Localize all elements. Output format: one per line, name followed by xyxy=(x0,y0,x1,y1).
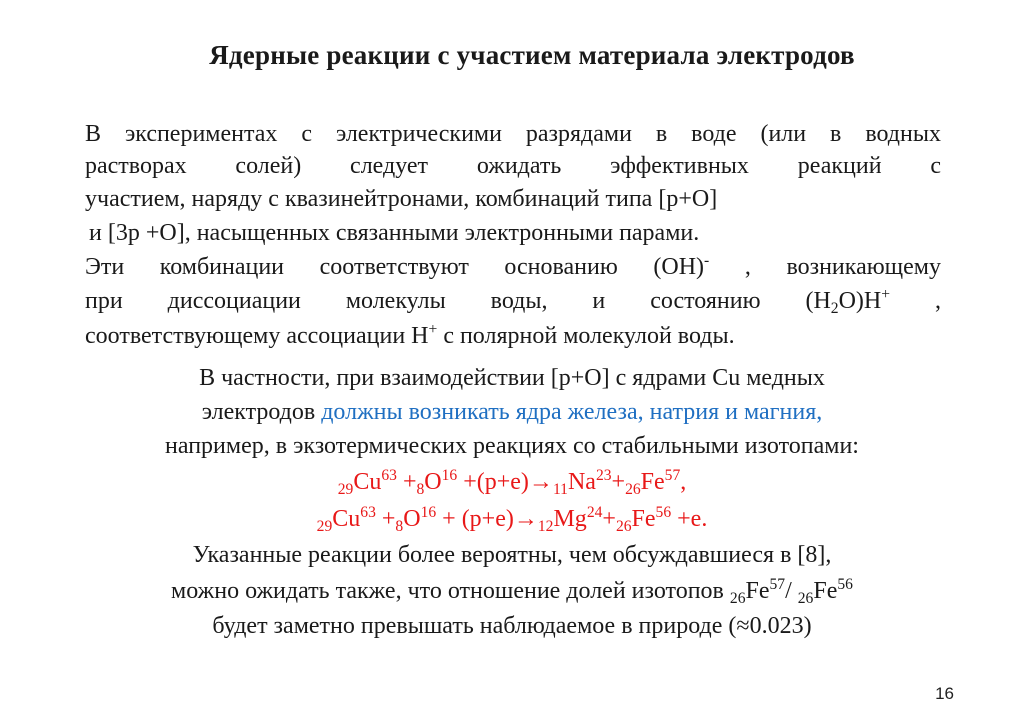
r1-cu: Cu xyxy=(353,469,382,495)
para1-line3: участием, наряду с квазинейтронами, комбинаций типа [p+O] xyxy=(85,186,718,212)
reaction-1 xyxy=(0,466,1024,498)
page-number: 16 xyxy=(935,684,954,703)
para3-line3: например, в экзотермических реакциях со стабильными изотопами: xyxy=(165,433,859,459)
r2-cu-a: 63 xyxy=(360,504,376,522)
para3-line2-black: электродов xyxy=(201,399,322,425)
r2-mg-z: 12 xyxy=(537,517,554,535)
r2-o: O xyxy=(403,506,421,532)
r1-na: Na xyxy=(567,469,596,495)
p4-fe56-a: 56 xyxy=(837,576,853,594)
p4-fe56-z: 26 xyxy=(797,589,814,607)
para2-line2-mid: O)H xyxy=(838,288,882,314)
para2-line1 xyxy=(85,251,941,283)
r2-fe: Fe xyxy=(631,506,656,532)
r1-o-a: 16 xyxy=(441,467,458,485)
r2-end: +e. xyxy=(671,506,708,532)
reaction-2 xyxy=(0,503,1024,535)
p4-fe57-a: 57 xyxy=(769,576,786,594)
r1-na-a: 23 xyxy=(595,467,612,485)
para1-line1: В экспериментах с электрическими разрядами в воде (или в водных xyxy=(85,121,941,147)
para2-line1-sup: - xyxy=(704,252,710,270)
p4-fe57: Fe xyxy=(745,578,770,604)
r2-o-a: 16 xyxy=(420,504,437,522)
r2-o-z: 8 xyxy=(395,517,404,535)
r1-cu-z: 29 xyxy=(337,480,354,498)
para2-line3 xyxy=(85,320,735,352)
para2-line2-sup: + xyxy=(881,286,891,304)
para2-line1-text: Эти комбинации соответствуют основанию (OH) xyxy=(85,254,705,280)
slide-title: Ядерные реакции с участием материала электродов xyxy=(209,40,855,70)
para4-line1: Указанные реакции более вероятны, чем обсуждавшиеся в [8], xyxy=(192,542,832,568)
p4-fe57-z: 26 xyxy=(729,589,746,607)
p4-fe56: Fe xyxy=(813,578,838,604)
para2-line3-text: соответствующему ассоциации H xyxy=(85,323,429,349)
para2-line2-tail: , xyxy=(890,288,942,314)
para1-line4 xyxy=(83,217,699,249)
r2-fe-a: 56 xyxy=(655,504,672,522)
para3-line2-blue: должны возникать ядра железа, натрия и магния, xyxy=(321,399,823,425)
r2-cu: Cu xyxy=(332,506,361,532)
para2-line2 xyxy=(85,285,941,317)
r1-fe-a: 57 xyxy=(664,467,681,485)
r2-mg: Mg xyxy=(553,506,587,532)
r2-fe-z: 26 xyxy=(615,517,632,535)
r1-fe: Fe xyxy=(640,469,665,495)
para2-line1-tail: , возникающему xyxy=(709,254,941,280)
para2-line2-text: при диссоциации молекулы воды, и состоянию (H xyxy=(85,288,831,314)
r1-o-z: 8 xyxy=(416,480,425,498)
para4-line2-text: можно ожидать также, что отношение долей изотопов xyxy=(171,578,730,604)
r1-fe-z: 26 xyxy=(625,480,641,498)
r1-cu-a: 63 xyxy=(381,467,397,485)
r2-cu-z: 29 xyxy=(316,517,333,535)
r1-na-z: 11 xyxy=(552,480,568,498)
r1-mid: +(p+e)→ xyxy=(457,469,553,495)
r2-mid: + (p+e)→ xyxy=(436,506,538,532)
para2-line3-sup: + xyxy=(428,321,438,339)
r2-plus2: + xyxy=(602,506,616,532)
r1-o: O xyxy=(424,469,442,495)
para2-line2-sub: 2 xyxy=(830,299,839,317)
para1-line2: растворах солей) следует ожидать эффективных реакций с xyxy=(85,153,941,179)
para3-line2 xyxy=(0,396,1024,428)
p4-slash: / xyxy=(785,578,798,604)
para3-line1: В частности, при взаимодействии [p+O] с ядрами Cu медных xyxy=(199,365,825,391)
para2-line3-tail: с полярной молекулой воды. xyxy=(437,323,735,349)
r1-end: , xyxy=(680,469,687,495)
para1-line4-text: и [3p +O], насыщенных связанными электронными парами. xyxy=(89,220,700,246)
r1-plus2: + xyxy=(611,469,626,495)
r1-plus1: + xyxy=(396,469,417,495)
r2-plus1: + xyxy=(375,506,396,532)
r2-mg-a: 24 xyxy=(586,504,603,522)
para4-line2 xyxy=(0,575,1024,607)
para4-line3: будет заметно превышать наблюдаемое в природе (≈0.023) xyxy=(212,613,812,639)
